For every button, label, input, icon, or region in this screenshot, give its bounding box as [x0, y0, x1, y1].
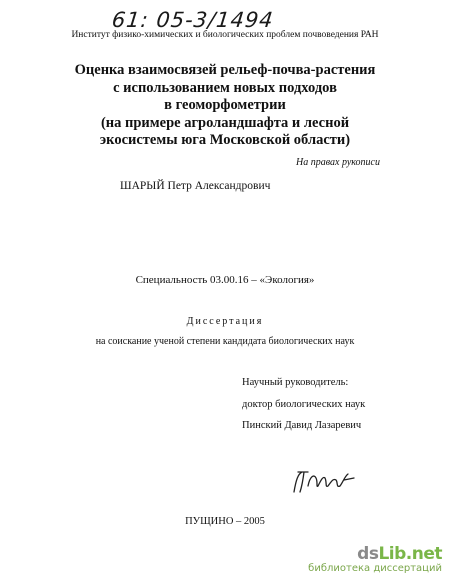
title-line: (на примере агроландшафта и лесной [100, 114, 350, 131]
city-year: ПУЩИНО – 2005 [185, 516, 265, 527]
advisor-degree: доктор биологических наук [242, 399, 366, 410]
degree-sought: на соискание ученой степени кандидата биологических наук [95, 336, 355, 347]
title-line: Оценка взаимосвязей рельеф-почва-растения [74, 62, 376, 78]
watermark-subtitle: библиотека диссертаций [308, 563, 442, 574]
author-name: ШАРЫЙ Петр Александрович [120, 180, 271, 192]
handwritten-code: 61: 05-3/1494 [110, 8, 275, 32]
rights-note: На правах рукописи [296, 157, 380, 168]
dissertation-title [40, 62, 410, 150]
signature-image [288, 466, 360, 498]
advisor-name: Пинский Давид Лазаревич [242, 420, 362, 431]
specialty: Специальность 03.00.16 – «Экология» [135, 274, 315, 286]
watermark-logo: dsLib.net [357, 544, 442, 564]
institute-name: Институт физико-химических и биологических проблем почвоведения РАН [71, 30, 379, 40]
title-line: с использованием новых подходов [113, 79, 337, 96]
title-line: экосистемы юга Московской области) [99, 132, 351, 148]
document-type: Диссертация [186, 316, 264, 327]
advisor-label: Научный руководитель: [242, 377, 349, 388]
title-line: в геоморфометрии [164, 97, 286, 113]
watermark [308, 544, 442, 574]
